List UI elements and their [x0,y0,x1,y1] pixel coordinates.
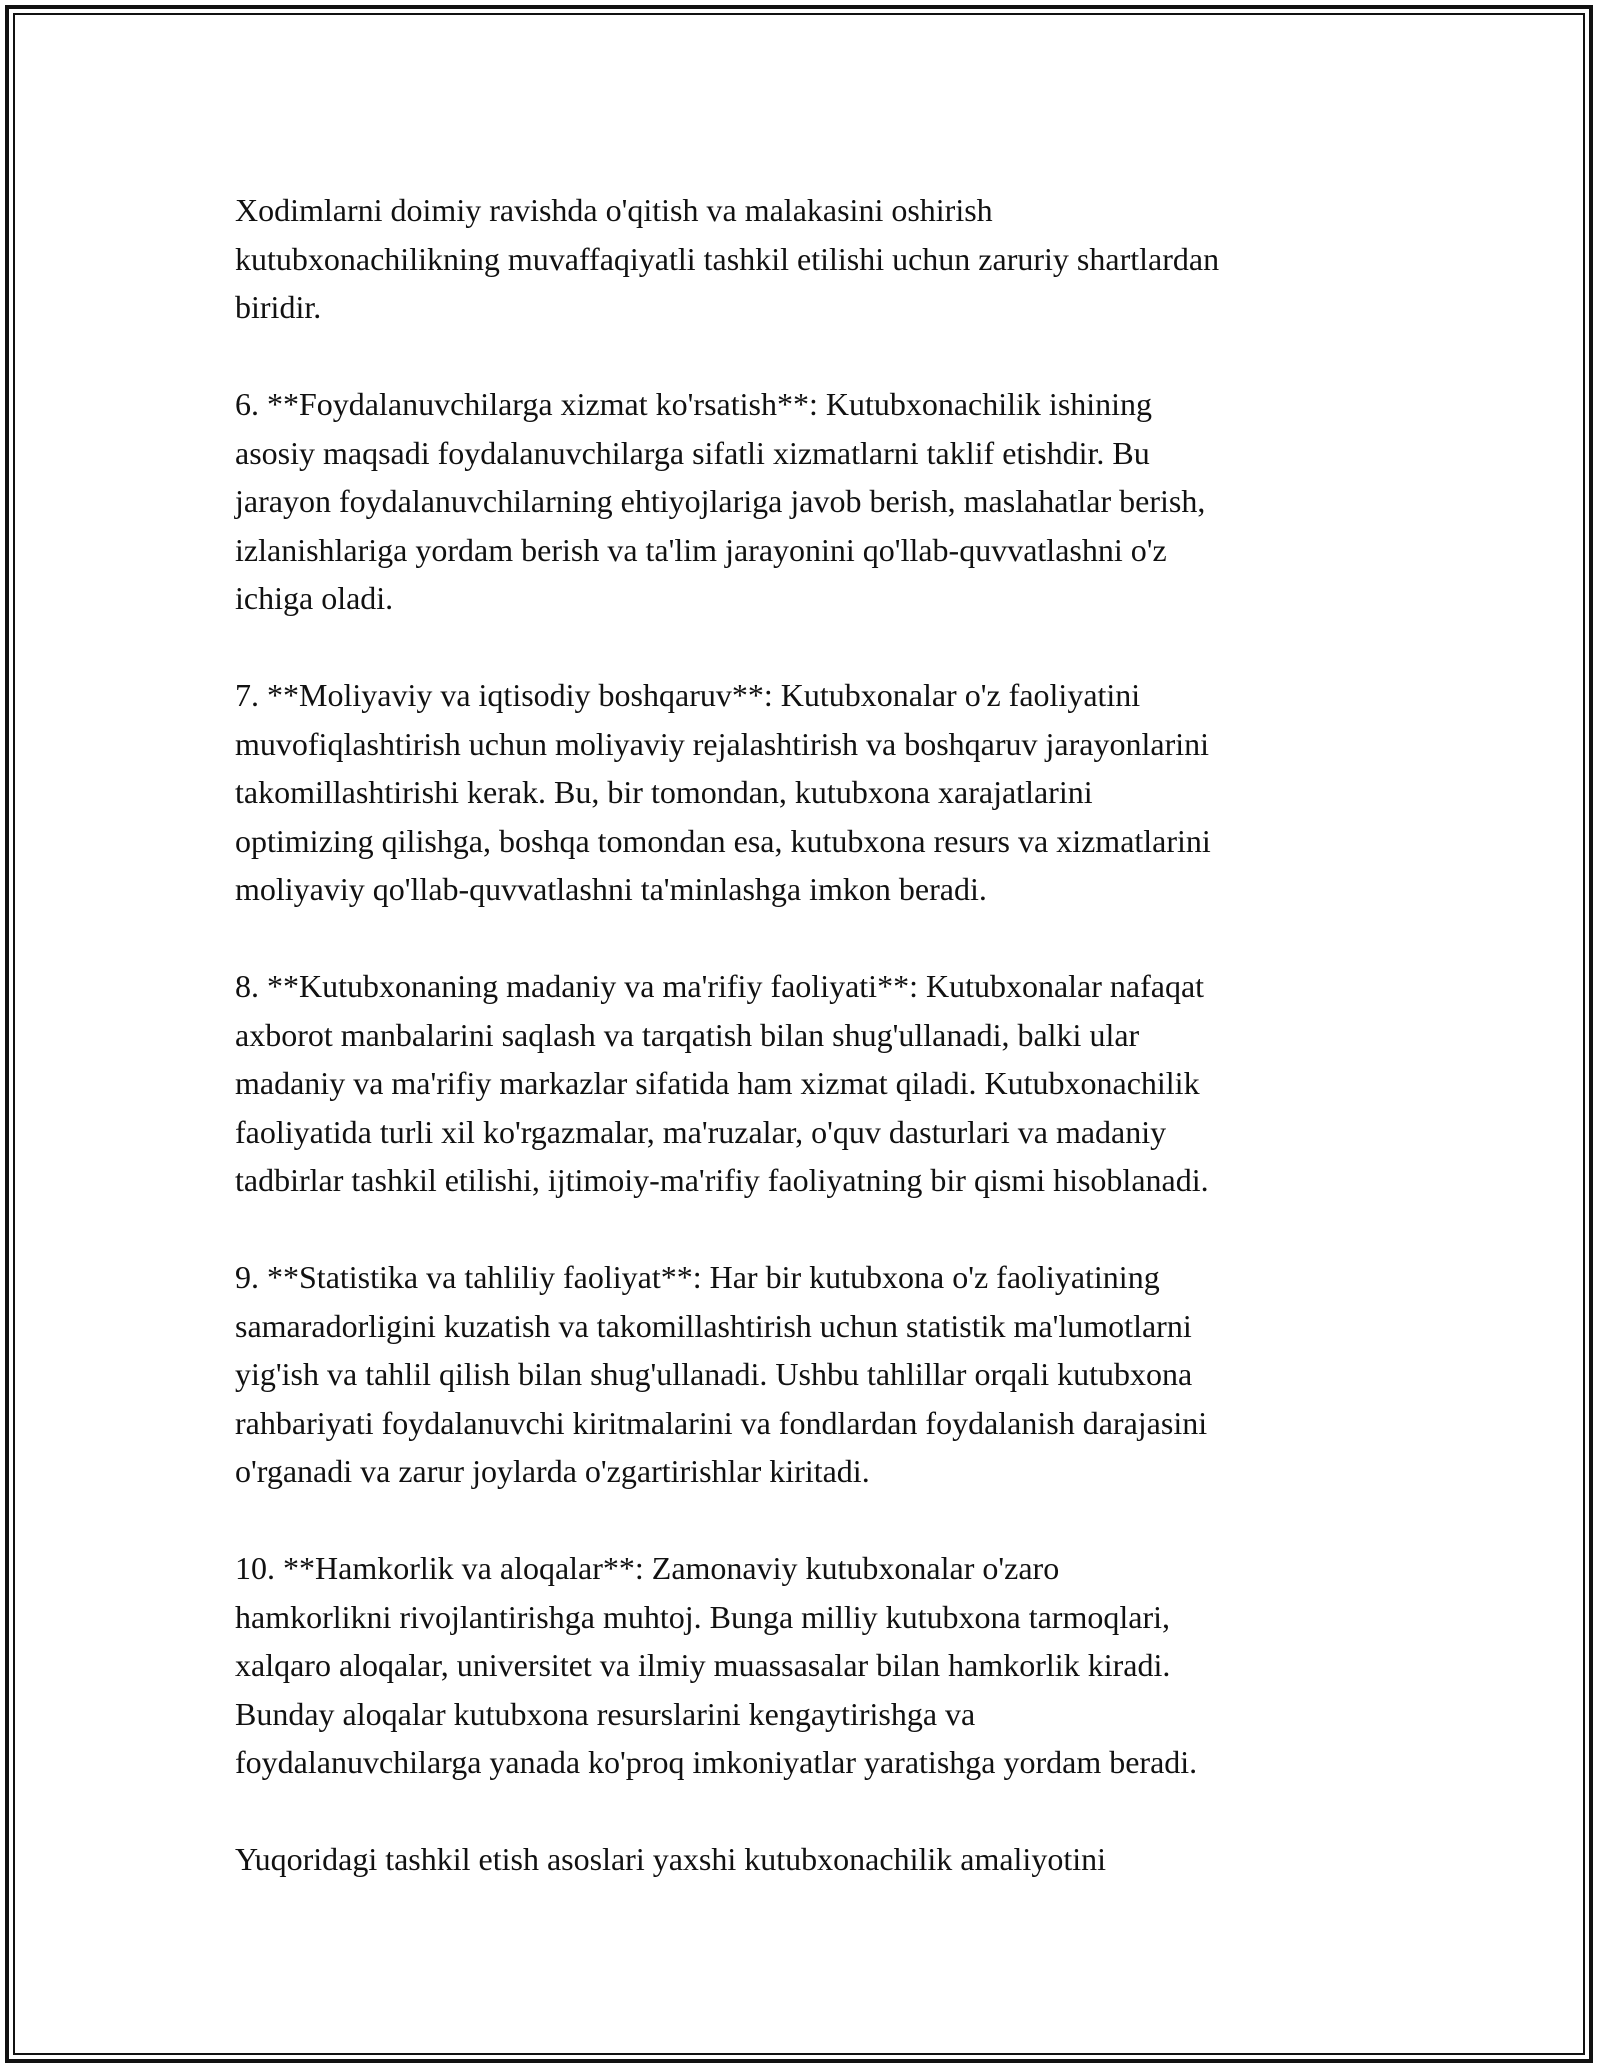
text-line: foydalanuvchilarga yanada ko'proq imkoniyatlar yaratishga yordam beradi. [235,1744,1198,1780]
paragraph-item-8 [235,962,1405,1205]
text-line: ichiga oladi. [235,580,394,616]
text-line: o'rganadi va zarur joylarda o'zgartirishlar kiritadi. [235,1453,870,1489]
text-line: axborot manbalarini saqlash va tarqatish bilan shug'ullanadi, balki ular [235,1016,1140,1053]
paragraph-item-7 [235,671,1405,914]
text-line: 7. **Moliyaviy va iqtisodiy boshqaruv**: Kutubxonalar o'z faoliyatini [235,677,1141,713]
text-line: moliyaviy qo'llab-quvvatlashni ta'minlashga imkon beradi. [235,871,987,907]
paragraph-item-10 [235,1544,1405,1787]
text-line: muvofiqlashtirish uchun moliyaviy rejalashtirish va boshqaruv jarayonlarini [235,725,1210,762]
text-line: hamkorlikni rivojlantirishga muhtoj. Bunga milliy kutubxona tarmoqlari, [235,1598,1170,1635]
text-line: yig'ish va tahlil qilish bilan shug'ullanadi. Ushbu tahlillar orqali kutubxona [235,1356,1193,1392]
text-line: jarayon foydalanuvchilarning ehtiyojlariga javob berish, maslahatlar berish, [235,483,1206,519]
text-line: biridir. [235,289,322,325]
text-line: takomillashtirishi kerak. Bu, bir tomondan, kutubxona xarajatlarini [235,774,1093,810]
text-line: asosiy maqsadi foydalanuvchilarga sifatli xizmatlarni taklif etishdir. Bu [235,434,1150,471]
paragraph-item-9 [235,1253,1405,1496]
text-line: izlanishlariga yordam berish va ta'lim jarayonini qo'llab-quvvatlashni o'z [235,531,1167,568]
text-line: kutubxonachilikning muvaffaqiyatli tashkil etilishi uchun zaruriy shartlardan [235,240,1220,277]
paragraph-intro [235,186,1405,332]
paragraph-conclusion [235,1835,1405,1884]
text-line: tadbirlar tashkil etilishi, ijtimoiy-ma'rifiy faoliyatning bir qismi hisoblanadi. [235,1162,1209,1198]
text-line: 6. **Foydalanuvchilarga xizmat ko'rsatish**: Kutubxonachilik ishining [235,386,1153,422]
text-line: madaniy va ma'rifiy markazlar sifatida ham xizmat qiladi. Kutubxonachilik [235,1065,1200,1101]
paragraph-item-6 [235,380,1405,623]
text-line: 10. **Hamkorlik va aloqalar**: Zamonaviy kutubxonalar o'zaro [235,1550,1060,1586]
text-line: Bunday aloqalar kutubxona resurslarini kengaytirishga va [235,1695,976,1732]
text-line: 9. **Statistika va tahliliy faoliyat**: Har bir kutubxona o'z faoliyatining [235,1259,1160,1295]
document-body [235,186,1405,1932]
text-line: faoliyatida turli xil ko'rgazmalar, ma'ruzalar, o'quv dasturlari va madaniy [235,1113,1167,1150]
text-line: optimizing qilishga, boshqa tomondan esa, kutubxona resurs va xizmatlarini [235,822,1211,859]
text-line: Xodimlarni doimiy ravishda o'qitish va malakasini oshirish [235,192,993,228]
text-line: 8. **Kutubxonaning madaniy va ma'rifiy faoliyati**: Kutubxonalar nafaqat [235,968,1205,1004]
text-line: Yuqoridagi tashkil etish asoslari yaxshi kutubxonachilik amaliyotini [235,1841,1106,1877]
text-line: samaradorligini kuzatish va takomillashtirish uchun statistik ma'lumotlarni [235,1307,1192,1344]
text-line: rahbariyati foydalanuvchi kiritmalarini va fondlardan foydalanish darajasini [235,1404,1208,1441]
text-line: xalqaro aloqalar, universitet va ilmiy muassasalar bilan hamkorlik kiradi. [235,1647,1171,1683]
